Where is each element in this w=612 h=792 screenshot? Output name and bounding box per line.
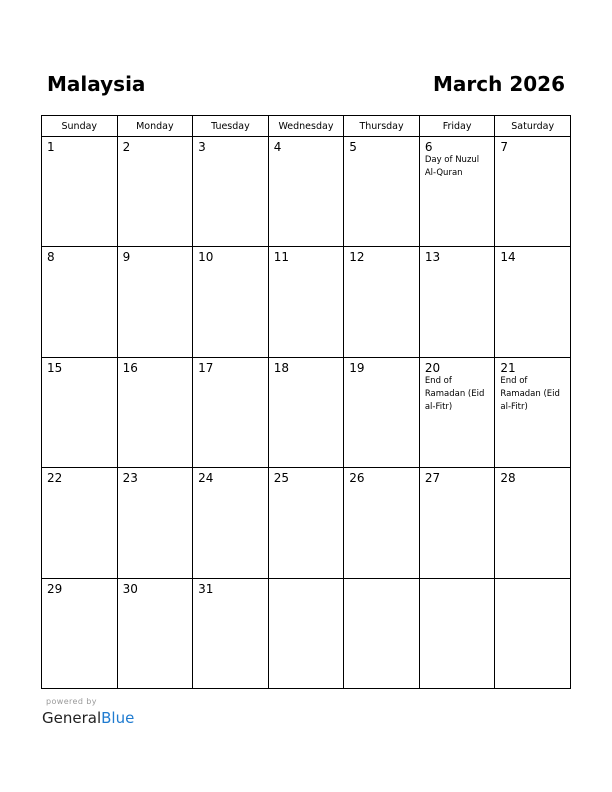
day-cell (419, 247, 495, 357)
day-cell (42, 468, 118, 578)
day-cell (268, 578, 344, 688)
day-number: 18 (273, 360, 289, 375)
day-number: 19 (349, 360, 365, 375)
day-cell (495, 357, 571, 467)
day-cell (117, 137, 193, 247)
weekday-sunday: Sunday (42, 116, 118, 137)
week-row (42, 137, 571, 247)
day-number: 24 (198, 471, 214, 486)
day-number: 1 (47, 140, 55, 154)
logo-text-blue: Blue (101, 709, 135, 727)
day-cell (193, 137, 269, 247)
holiday-event: Day of Nuzul Al-Quran (424, 155, 480, 178)
day-number: 6 (424, 140, 433, 154)
day-number: 13 (424, 250, 441, 265)
day-cell (495, 137, 571, 247)
country-title: Malaysia (47, 72, 146, 96)
calendar-grid (41, 115, 571, 689)
week-row (42, 578, 571, 688)
day-cell (268, 137, 344, 247)
day-number: 28 (500, 471, 516, 486)
day-cell (193, 247, 269, 357)
day-number: 31 (198, 581, 214, 596)
day-cell (193, 357, 269, 467)
day-cell (42, 357, 118, 467)
day-cell (419, 357, 495, 467)
day-number: 4 (273, 140, 282, 154)
day-number: 15 (47, 360, 63, 375)
day-cell (268, 468, 344, 578)
day-cell (419, 137, 495, 247)
day-number: 22 (47, 471, 63, 486)
day-cell (495, 247, 571, 357)
day-number: 11 (273, 250, 289, 265)
day-number: 8 (47, 250, 55, 265)
day-number: 10 (198, 250, 214, 265)
generalblue-logo[interactable] (42, 708, 134, 728)
week-row (42, 468, 571, 578)
weekday-header-row (42, 116, 571, 137)
weekday-wednesday: Wednesday (268, 116, 344, 137)
day-cell (344, 468, 420, 578)
month-year-title: March 2026 (433, 72, 565, 96)
day-cell (42, 578, 118, 688)
day-cell (495, 468, 571, 578)
holiday-event: End of Ramadan (Eid al-Fitr) (500, 375, 560, 412)
day-cell (344, 137, 420, 247)
day-number: 21 (500, 360, 516, 375)
day-cell (117, 468, 193, 578)
logo-text-general: General (42, 709, 102, 727)
day-cell (419, 578, 495, 688)
day-number: 7 (500, 140, 509, 154)
day-cell (344, 357, 420, 467)
day-cell (268, 357, 344, 467)
day-number: 14 (500, 250, 516, 265)
day-cell (42, 137, 118, 247)
day-number: 25 (273, 471, 289, 486)
day-cell (117, 578, 193, 688)
day-number: 30 (122, 581, 138, 596)
day-number: 16 (122, 360, 138, 375)
day-cell (117, 247, 193, 357)
week-row (42, 357, 571, 467)
day-number: 5 (349, 140, 357, 154)
holiday-event: End of Ramadan (Eid al-Fitr) (424, 375, 485, 412)
day-cell (268, 247, 344, 357)
weekday-thursday: Thursday (344, 116, 420, 137)
powered-by-label: powered by (46, 697, 97, 706)
day-cell (193, 468, 269, 578)
day-number: 12 (349, 250, 365, 265)
day-cell (344, 578, 420, 688)
weekday-monday: Monday (117, 116, 193, 137)
week-row (42, 247, 571, 357)
weekday-saturday: Saturday (495, 116, 571, 137)
day-cell (42, 247, 118, 357)
day-number: 20 (424, 360, 441, 375)
weekday-friday: Friday (419, 116, 495, 137)
day-number: 27 (424, 471, 441, 486)
day-cell (495, 578, 571, 688)
day-number: 26 (349, 471, 365, 486)
day-number: 9 (122, 250, 131, 265)
weekday-tuesday: Tuesday (193, 116, 269, 137)
day-cell (193, 578, 269, 688)
day-number: 17 (198, 360, 214, 375)
day-number: 29 (47, 581, 63, 596)
day-number: 3 (198, 140, 206, 154)
day-cell (419, 468, 495, 578)
day-number: 2 (122, 140, 131, 154)
day-number: 23 (122, 471, 138, 486)
day-cell (117, 357, 193, 467)
day-cell (344, 247, 420, 357)
